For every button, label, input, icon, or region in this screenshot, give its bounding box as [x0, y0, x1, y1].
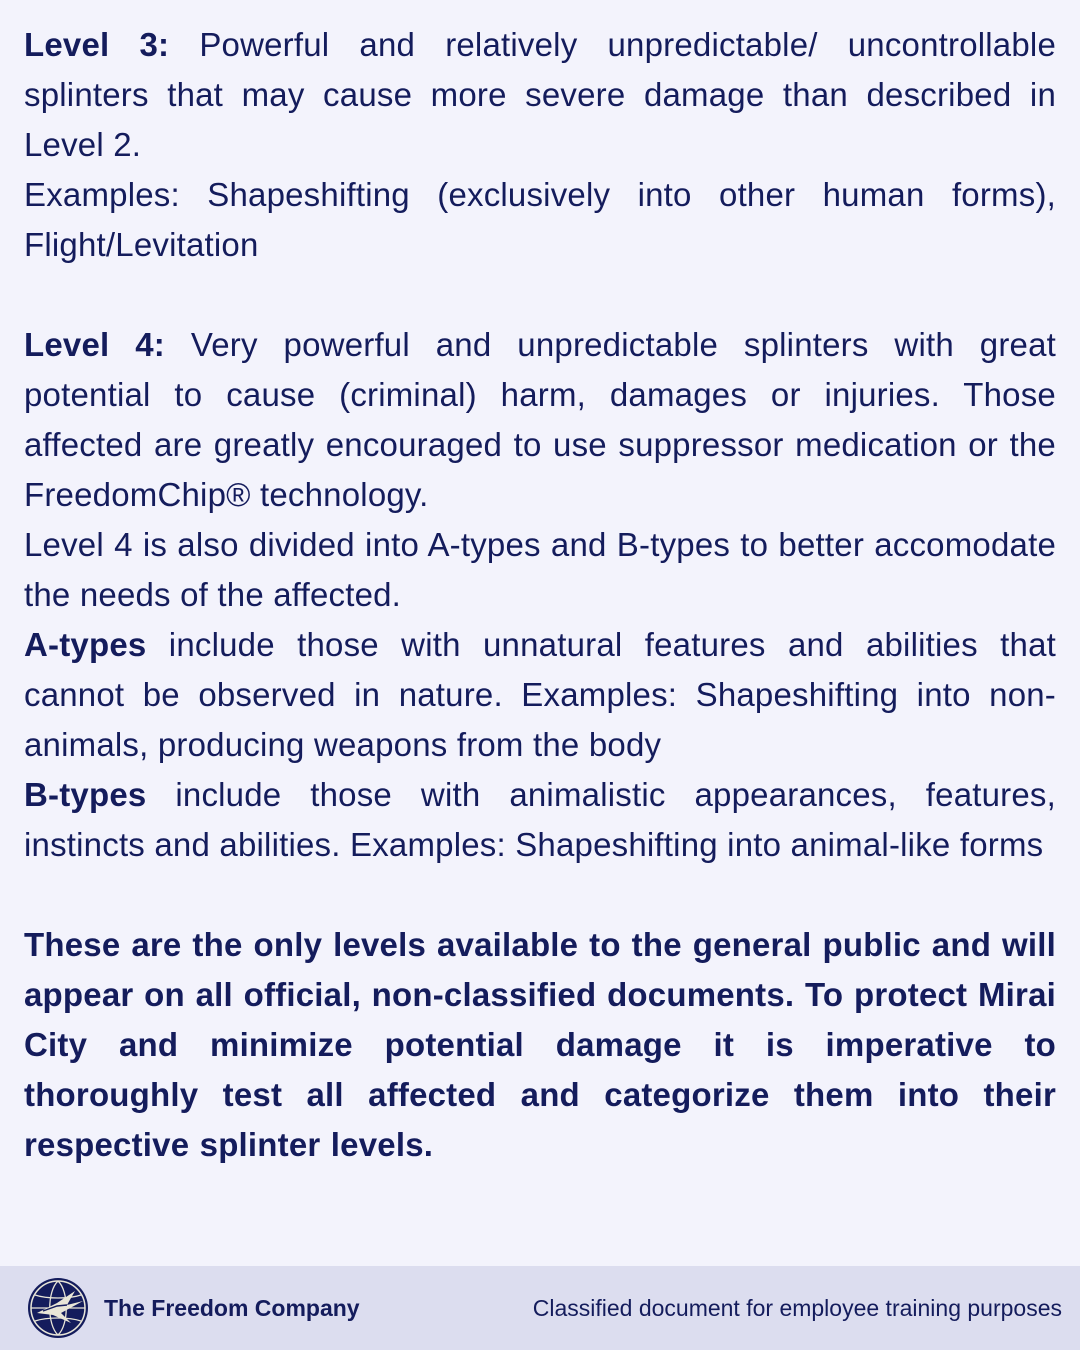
level-3-heading: Level 3: [24, 26, 170, 63]
level-3-description: Powerful and relatively unpredictable/ uncontrollable splinters that may cause more severe damage than described in Level 2. [24, 26, 1056, 163]
document-body [24, 20, 1056, 1170]
a-types-paragraph [24, 620, 1056, 770]
level-3-examples: Examples: Shapeshifting (exclusively into other human forms), Flight/Levitation [24, 176, 1056, 263]
level-3-paragraph [24, 20, 1056, 170]
footer-bar [0, 1266, 1080, 1350]
b-types-description: include those with animalistic appearances, features, instincts and abilities. Examples: Shapeshifting into animal-like forms [24, 776, 1056, 863]
a-types-description: include those with unnatural features and abilities that cannot be observed in nature. Examples: Shapeshifting into non-animals, producing weapons from the body [24, 626, 1056, 763]
level-4-division: Level 4 is also divided into A-types and B-types to better accomodate the needs of the affected. [24, 526, 1056, 613]
level-4-description: Very powerful and unpredictable splinters with great potential to cause (criminal) harm, damages or injuries. Those affected are greatly encouraged to use suppressor medication or the FreedomChip® technology. [24, 326, 1057, 513]
spacer [24, 870, 1056, 920]
b-types-paragraph [24, 770, 1056, 870]
b-types-label: B-types [24, 776, 147, 813]
classification-notice: Classified document for employee training purposes [532, 1295, 1062, 1321]
level-4-paragraph [24, 320, 1056, 520]
spacer [24, 270, 1056, 320]
a-types-label: A-types [24, 626, 147, 663]
level-4-heading: Level 4: [24, 326, 165, 363]
company-name: The Freedom Company [104, 1295, 360, 1321]
freedom-company-globe-logo-icon [27, 1277, 89, 1339]
closing-statement: These are the only levels available to the general public and will appear on all official, non-classified documents. To protect Mirai City and minimize potential damage it is imperative to thoroughly test all affected and categorize them into their respective splinter levels. [24, 926, 1056, 1163]
